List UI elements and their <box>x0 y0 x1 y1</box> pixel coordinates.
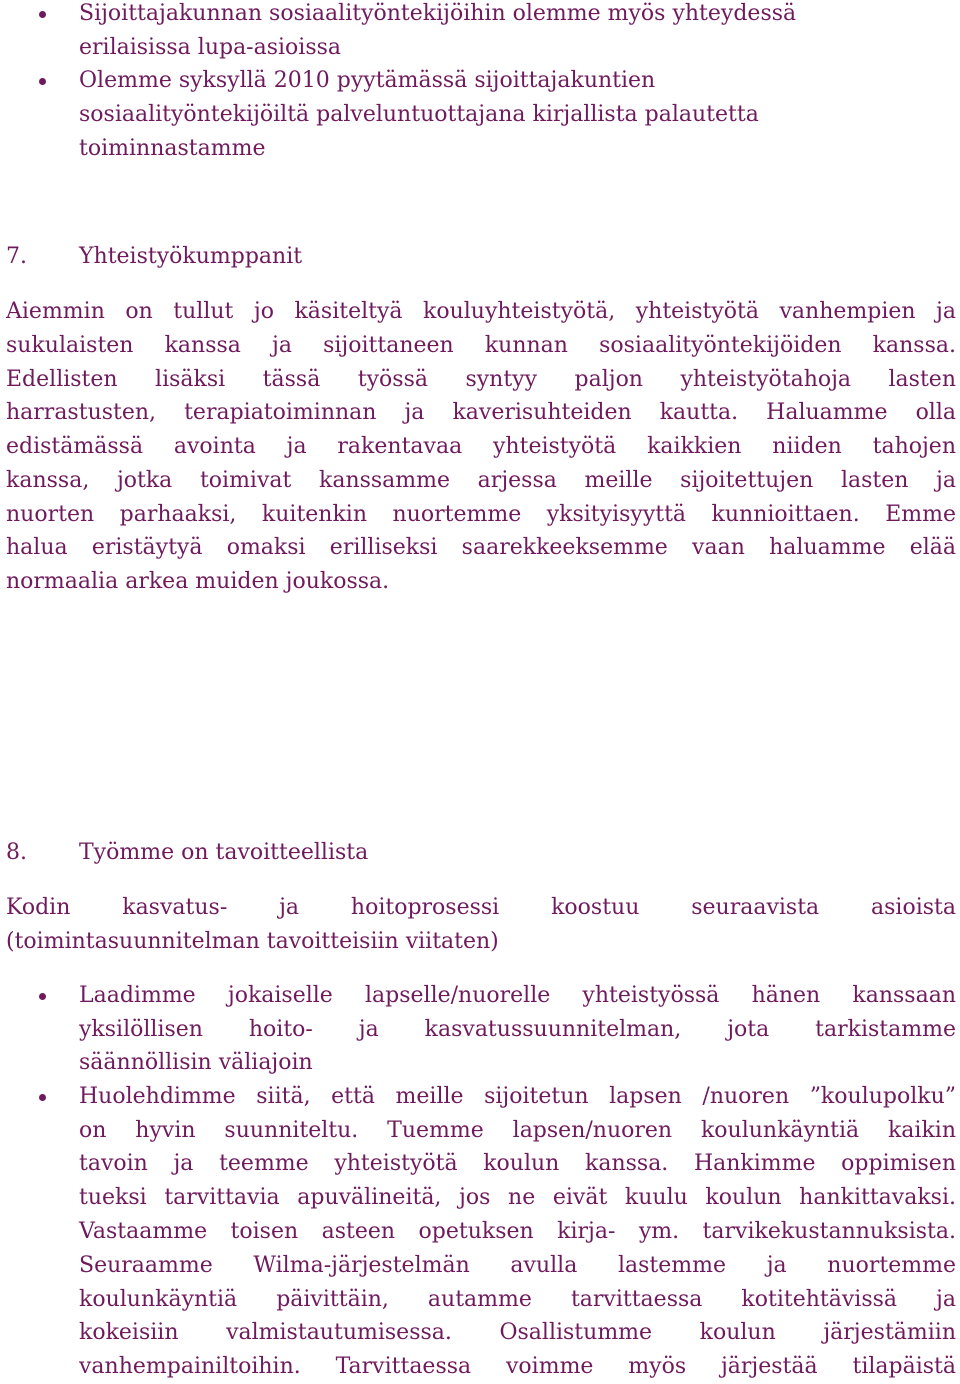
section-7-title: Yhteistyökumppanit <box>79 244 303 269</box>
section-7-line: halua eristäytyä omaksi erilliseksi saarekkeeksemme vaan haluamme elää <box>6 535 956 560</box>
section-7-number: 7. <box>6 244 27 269</box>
section-7-line: kanssa, jotka toimivat kanssamme arjessa meille sijoitettujen lasten ja <box>6 468 956 493</box>
bullet-icon <box>39 78 46 85</box>
section-7-line: nuorten parhaaksi, kuitenkin nuortemme yksityisyyttä kunnioittaen. Emme <box>6 502 956 527</box>
section-8-bullet-2-line: vanhempainiltoihin. Tarvittaessa voimme myös järjestää tilapäistä <box>79 1354 956 1379</box>
section-8-bullet-1-line: yksilöllisen hoito- ja kasvatussuunnitelman, jota tarkistamme <box>79 1017 956 1042</box>
section-7-line: sukulaisten kanssa ja sijoittaneen kunnan sosiaalityöntekijöiden kanssa. <box>6 333 956 358</box>
section-7-line: edistämässä avointa ja rakentavaa yhteistyötä kaikkien niiden tahojen <box>6 434 956 459</box>
section-8-bullet-2-line: on hyvin suunniteltu. Tuemme lapsen/nuoren koulunkäyntiä kaikin <box>79 1118 956 1143</box>
section-8-intro-line: (toimintasuunnitelman tavoitteisiin viitaten) <box>6 929 499 954</box>
section-7-line: Edellisten lisäksi tässä työssä syntyy paljon yhteistyötahoja lasten <box>6 367 956 392</box>
section-8-bullet-2-line: tavoin ja teemme yhteistyötä koulun kanssa. Hankimme oppimisen <box>79 1151 956 1176</box>
section-7-line: Aiemmin on tullut jo käsiteltyä kouluyhteistyötä, yhteistyötä vanhempien ja <box>6 299 956 324</box>
bullet-1-line-2: erilaisissa lupa-asioissa <box>79 35 342 60</box>
section-8-bullet-2-line: Seuraamme Wilma-järjestelmän avulla lastemme ja nuortemme <box>79 1253 956 1278</box>
bullet-2-line-3: toiminnastamme <box>79 136 266 161</box>
bullet-icon <box>39 11 46 18</box>
bullet-2-line-2: sosiaalityöntekijöiltä palveluntuottajana kirjallista palautetta <box>79 102 759 127</box>
section-8-bullet-2-line: kokeisiin valmistautumisessa. Osallistumme koulun järjestämiin <box>79 1320 956 1345</box>
section-7-line: harrastusten, terapiatoiminnan ja kaverisuhteiden kautta. Haluamme olla <box>6 400 956 425</box>
section-8-title: Työmme on tavoitteellista <box>79 840 369 865</box>
section-7-line: normaalia arkea muiden joukossa. <box>6 569 390 594</box>
bullet-1-line-1: Sijoittajakunnan sosiaalityöntekijöihin olemme myös yhteydessä <box>79 1 797 26</box>
bullet-2-line-1: Olemme syksyllä 2010 pyytämässä sijoittajakuntien <box>79 68 656 93</box>
section-8-bullet-2-line: Huolehdimme siitä, että meille sijoitetun lapsen /nuoren ”koulupolku” <box>79 1084 956 1109</box>
section-8-number: 8. <box>6 840 27 865</box>
section-8-bullet-2-line: koulunkäyntiä päivittäin, autamme tarvittaessa kotitehtävissä ja <box>79 1287 956 1312</box>
bullet-icon <box>39 1094 46 1101</box>
bullet-icon <box>39 993 46 1000</box>
section-8-bullet-1-line: Laadimme jokaiselle lapselle/nuorelle yhteistyössä hänen kanssaan <box>79 983 956 1008</box>
section-8-bullet-1-line: säännöllisin väliajoin <box>79 1050 313 1075</box>
section-8-intro-line: Kodin kasvatus- ja hoitoprosessi koostuu seuraavista asioista <box>6 895 956 920</box>
section-8-bullet-2-line: tueksi tarvittavia apuvälineitä, jos ne eivät kuulu koulun hankittavaksi. <box>79 1185 956 1210</box>
section-8-bullet-2-line: Vastaamme toisen asteen opetuksen kirja- ym. tarvikekustannuksista. <box>79 1219 956 1244</box>
